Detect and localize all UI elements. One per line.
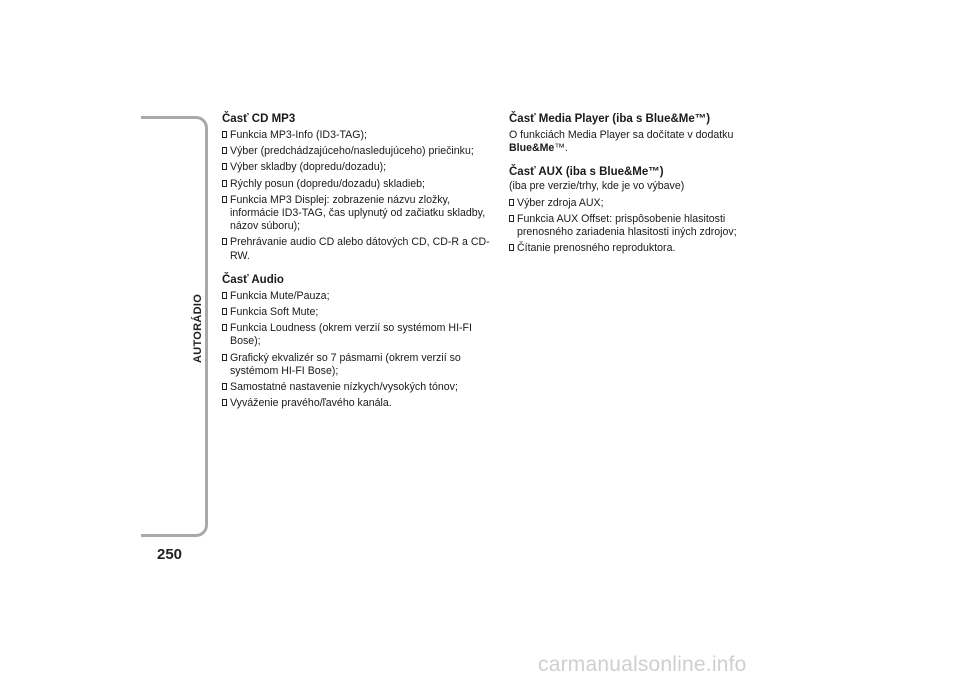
paragraph: O funkciách Media Player sa dočítate v dodatku Blue&Me™. [509,129,734,155]
chapter-label: AUTORÁDIO [192,293,204,363]
section-title: Časť AUX (iba s Blue&Me™) [509,166,664,179]
checkbox-bullet-icon [222,147,227,154]
section-aux [509,165,779,255]
checkbox-bullet-icon [222,180,227,187]
checkbox-bullet-icon [222,292,227,299]
section-title: Časť Media Player (iba s Blue&Me™) [509,113,711,125]
section-audio [222,273,492,411]
feature-list [222,129,492,263]
checkbox-bullet-icon [222,196,227,203]
checkbox-bullet-icon [222,324,227,331]
feature-list [222,290,492,411]
list-item: Funkcia Mute/Pauza; [222,290,492,303]
section-title: Časť CD MP3 [222,113,296,125]
checkbox-bullet-icon [222,238,227,245]
checkbox-bullet-icon [222,399,227,406]
list-item: Rýchly posun (dopredu/dozadu) skladieb; [222,178,492,191]
right-column [509,112,779,265]
checkbox-bullet-icon [222,354,227,361]
watermark: carmanualsonline.info [538,653,747,676]
list-item: Vyváženie pravého/ľavého kanála. [222,397,492,410]
checkbox-bullet-icon [509,199,514,206]
checkbox-bullet-icon [222,131,227,138]
list-item: Výber zdroja AUX; [509,197,779,210]
list-item: Funkcia Loudness (okrem verzií so systémom HI-FI Bose); [222,322,492,348]
list-item: Funkcia MP3 Displej: zobrazenie názvu zložky, informácie ID3-TAG, čas uplynutý od začiatku skladby, názov súboru); [222,194,492,234]
page-number: 250 [157,546,183,563]
list-item: Funkcia Soft Mute; [222,306,492,319]
checkbox-bullet-icon [222,383,227,390]
checkbox-bullet-icon [509,215,514,222]
section-media-player [509,112,779,155]
left-column [222,112,492,420]
list-item: Čítanie prenosného reproduktora. [509,242,779,255]
checkbox-bullet-icon [222,308,227,315]
section-cd-mp3 [222,112,492,263]
list-item: Prehrávanie audio CD alebo dátových CD, CD-R a CD-RW. [222,236,492,262]
section-title: Časť Audio [222,273,284,286]
list-item: Výber skladby (dopredu/dozadu); [222,161,492,174]
checkbox-bullet-icon [222,163,227,170]
list-item: Funkcia MP3-Info (ID3-TAG); [222,129,492,142]
list-item: Výber (predchádzajúceho/nasledujúceho) priečinku; [222,145,492,158]
list-item: Funkcia AUX Offset: prispôsobenie hlasitosti prenosného zariadenia hlasitosti iných zdrojov; [509,213,779,239]
list-item: Grafický ekvalizér so 7 pásmami (okrem verzií so systémom HI-FI Bose); [222,352,492,378]
checkbox-bullet-icon [509,244,514,251]
bold-term: Blue&Me [509,142,555,155]
feature-list [509,197,779,256]
section-note: (iba pre verzie/trhy, kde je vo výbave) [509,180,685,193]
list-item: Samostatné nastavenie nízkych/vysokých tónov; [222,381,492,394]
